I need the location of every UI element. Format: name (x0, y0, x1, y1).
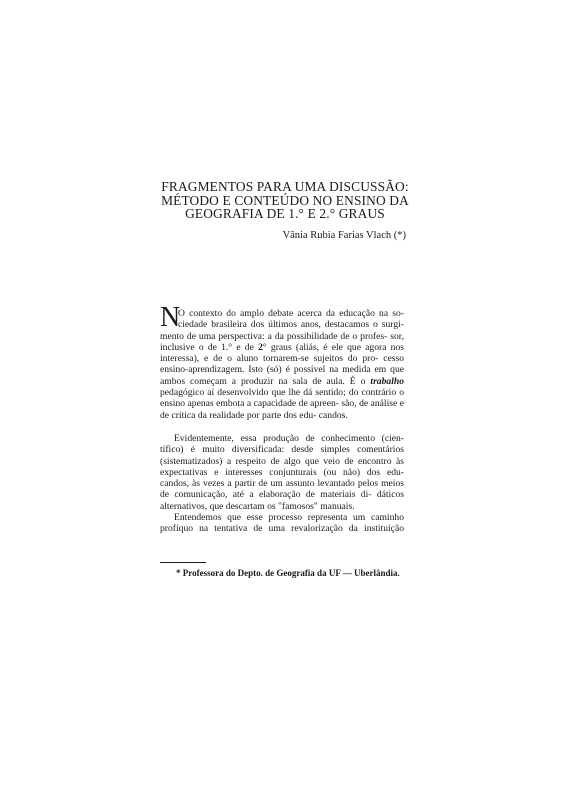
footnote-divider (160, 562, 206, 563)
paragraph-1-emphasis-trabalho: trabalho (370, 375, 404, 387)
article-title-line-2: MÉTODO E CONTEÚDO NO ENSINO DA (161, 192, 409, 208)
paragraph-1-opening (178, 308, 404, 331)
author-byline: Vânia Rubia Farias Vlach (*) (282, 230, 406, 241)
paragraph-1-line-1: O contexto do amplo debate acerca da educação na so- (178, 308, 404, 319)
drop-cap: N (160, 302, 181, 333)
paragraph-3: Entendemos que esse processo representa um caminho profíquo na tentativa de uma revalorização da instituição (160, 512, 404, 535)
paragraph-1-bold-segment: 2 (258, 341, 263, 353)
paragraph-1-segment: ° graus (aliás, é ele que agora nos interessa), e de o aluno tornarem-se sujeitos do pro- cesso ensino-aprendizagem. Isto (só) é possível na medida em que ambos começam a produzir na sala de aula. É o (160, 341, 404, 387)
footnote: * Professora do Depto. de Geografia da UF — Uberlândia. (176, 568, 400, 578)
article-title-line-3: GEOGRAFIA DE 1.° E 2.° GRAUS (185, 206, 385, 221)
paragraph-1-segment: pedagógico aí desenvolvido que lhe dá sentido; do contrário o ensino apenas embota a capacidade de apreen- são, de análise e de crítica da realidade por parte dos edu- candos. (160, 387, 404, 421)
paragraph-1-body (160, 331, 404, 421)
paragraph-2: Evidentemente, essa produção de conhecimento (cien- tífico) é muito diversificada: desde simples comentários (sistematizados) a respeito de algo que veio de encontro às expectativas e interesses conjunturais (ou não) dos edu- candos, às vezes a partir de um assunto levantado pelos meios de comunicação, até a elaboração de materiais di- dáticos alternativos, que descartam os "famosos" manuais. (160, 433, 404, 512)
article-title-line-1: FRAGMENTOS PARA UMA DISCUSSÃO: (161, 179, 409, 194)
paragraph-1-line-2: ciedade brasileira dos últimos anos, destacamos o surgi- (178, 319, 404, 331)
paragraph-1-segment: mento de uma perspectiva: a da possibilidade de o profes- sor, inclusive o de 1.° e de (160, 330, 404, 353)
